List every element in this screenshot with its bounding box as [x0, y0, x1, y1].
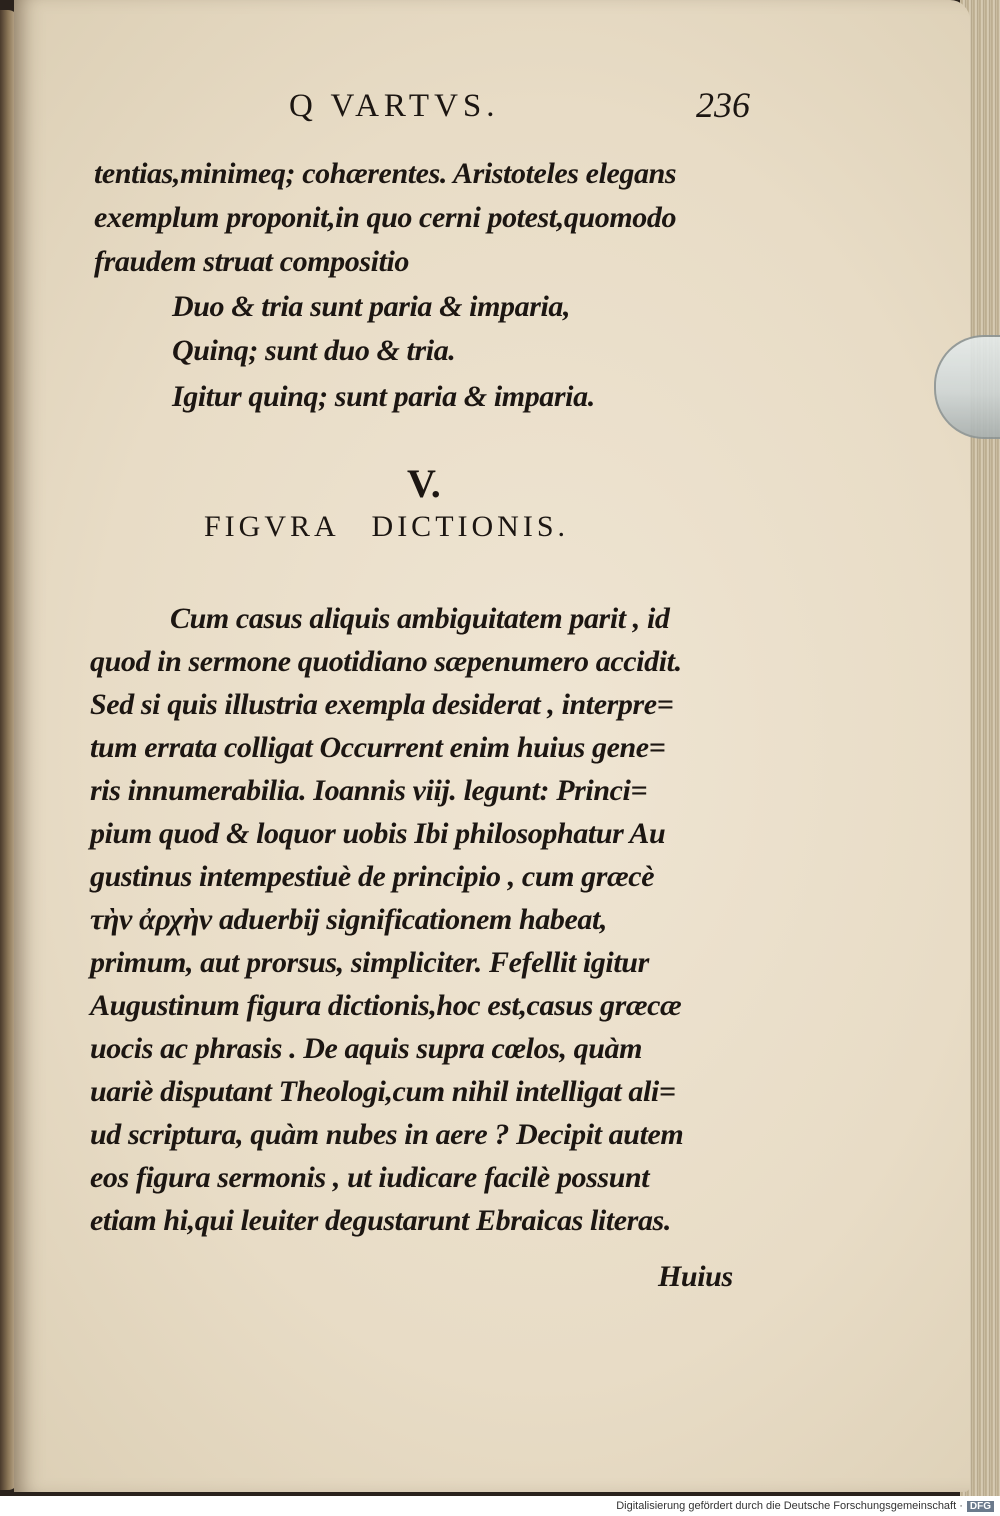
text-line: primum, aut prorsus, simpliciter. Fefellit igitur — [90, 946, 649, 979]
text-line: eos figura sermonis , ut iudicare facilè possunt — [90, 1161, 650, 1194]
text-line: uocis ac phrasis . De aquis supra cœlos, quàm — [90, 1032, 643, 1065]
catchword: Huius — [658, 1260, 733, 1293]
text-line: ris innumerabilia. Ioannis viij. legunt: Princi= — [90, 774, 648, 807]
text-line: Augustinum figura dictionis,hoc est,casus græcæ — [90, 989, 682, 1022]
chapter-number: V. — [407, 461, 441, 506]
running-head: Q VARTVS. — [289, 88, 500, 124]
text-line: uariè disputant Theologi,cum nihil intelligat ali= — [90, 1075, 676, 1108]
text-line: pium quod & loquor uobis Ibi philosophatur Au — [90, 817, 666, 850]
text-line: gustinus intempestiuè de principio , cum græcè — [90, 860, 655, 893]
section-title: FIGVRA DICTIONIS. — [204, 510, 570, 543]
text-line: etiam hi,qui leuiter degustarunt Ebraicas literas. — [90, 1204, 671, 1237]
text-line: ud scriptura, quàm nubes in aere ? Decipit autem — [90, 1118, 684, 1151]
text-line: exemplum proponit,in quo cerni potest,quomodo — [94, 201, 677, 234]
text-line: τὴν ἀρχὴν aduerbij significationem habeat, — [90, 903, 608, 936]
verse-line: Igitur quinq; sunt paria & imparia. — [172, 380, 595, 413]
text-line: tum errata colligat Occurrent enim huius gene= — [90, 731, 666, 764]
text-line: quod in sermone quotidiano sæpenumero accidit. — [90, 645, 682, 678]
verse-line: Quinq; sunt duo & tria. — [172, 334, 456, 367]
dfg-logo: DFG — [967, 1501, 994, 1512]
verse-line: Duo & tria sunt paria & imparia, — [172, 290, 571, 323]
page-number: 236 — [696, 85, 750, 125]
text-line: tentias,minimeq; cohærentes. Aristoteles elegans — [94, 157, 677, 190]
footer-credit — [616, 1500, 994, 1514]
footer-credit-text: Digitalisierung gefördert durch die Deutsche Forschungsgemeinschaft · — [616, 1500, 963, 1512]
book-page — [14, 0, 970, 1492]
text-line: Sed si quis illustria exempla desiderat , interpre= — [90, 688, 674, 721]
text-line: Cum casus aliquis ambiguitatem parit , id — [170, 602, 670, 635]
text-line: fraudem struat compositio — [94, 245, 410, 278]
